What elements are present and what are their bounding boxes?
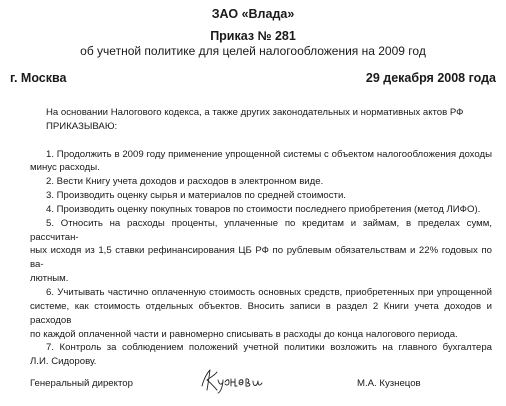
- order-item-line: 7. Контроль за соблюдением положений учетной политики возложить на главного бухгалтера: [46, 342, 492, 354]
- signatory-name: М.А. Кузнецов: [357, 378, 421, 389]
- order-item-line: 4. Производить оценку покупных товаров по стоимости последнего приобретения (метод ЛИФО).: [46, 203, 481, 215]
- order-item-line: 2. Вести Книгу учета доходов и расходов в электронном виде.: [46, 176, 324, 188]
- order-item-line: ных исходя из 1,5 ставки рефинансирования ЦБ РФ по рублевым обязательствам и 22% годовых по ва-: [30, 245, 492, 271]
- order-item-line: 3. Производить оценку сырья и материалов по средней стоимости.: [46, 190, 346, 202]
- order-items-list: [30, 148, 492, 370]
- order-date: 29 декабря 2008 года: [365, 71, 496, 85]
- order-item-line: по каждой оплаченной части и равномерно списывать в расходы до конца налогового периода.: [30, 328, 458, 340]
- order-item-line: минус расходы.: [30, 162, 100, 174]
- order-item-line: Л.И. Сидорову.: [30, 356, 97, 368]
- order-body: [30, 106, 492, 369]
- preamble-order-word: ПРИКАЗЫВАЮ:: [46, 120, 118, 132]
- order-item-line: 1. Продолжить в 2009 году применение упрощенной системы с объектом налогообложения доходы: [46, 148, 492, 160]
- order-title: Приказ № 281: [210, 29, 296, 43]
- city: г. Москва: [10, 71, 67, 85]
- order-item-line: 6. Учитывать частично оплаченную стоимость основных средств, приобретенных при упрощенной: [46, 286, 492, 298]
- signatory-position: Генеральный директор: [30, 378, 133, 389]
- preamble-basis: На основании Налогового кодекса, а также других законодательных и нормативных актов РФ: [46, 107, 464, 118]
- spacer: [30, 134, 492, 148]
- order-item-line: системе, как стоимость отдельных объектов. Вносить записи в раздел 2 Книги учета доходов и расходов: [30, 300, 492, 326]
- organization-name: ЗАО «Влада»: [211, 7, 295, 21]
- handwritten-signature: [198, 366, 266, 394]
- order-item-line: лютным.: [30, 273, 69, 285]
- order-subject: об учетной политике для целей налогообложения на 2009 год: [80, 44, 426, 58]
- order-item-line: 5. Относить на расходы проценты, уплаченные по кредитам и займам, в пределах сумм, рассчитан-: [30, 217, 492, 243]
